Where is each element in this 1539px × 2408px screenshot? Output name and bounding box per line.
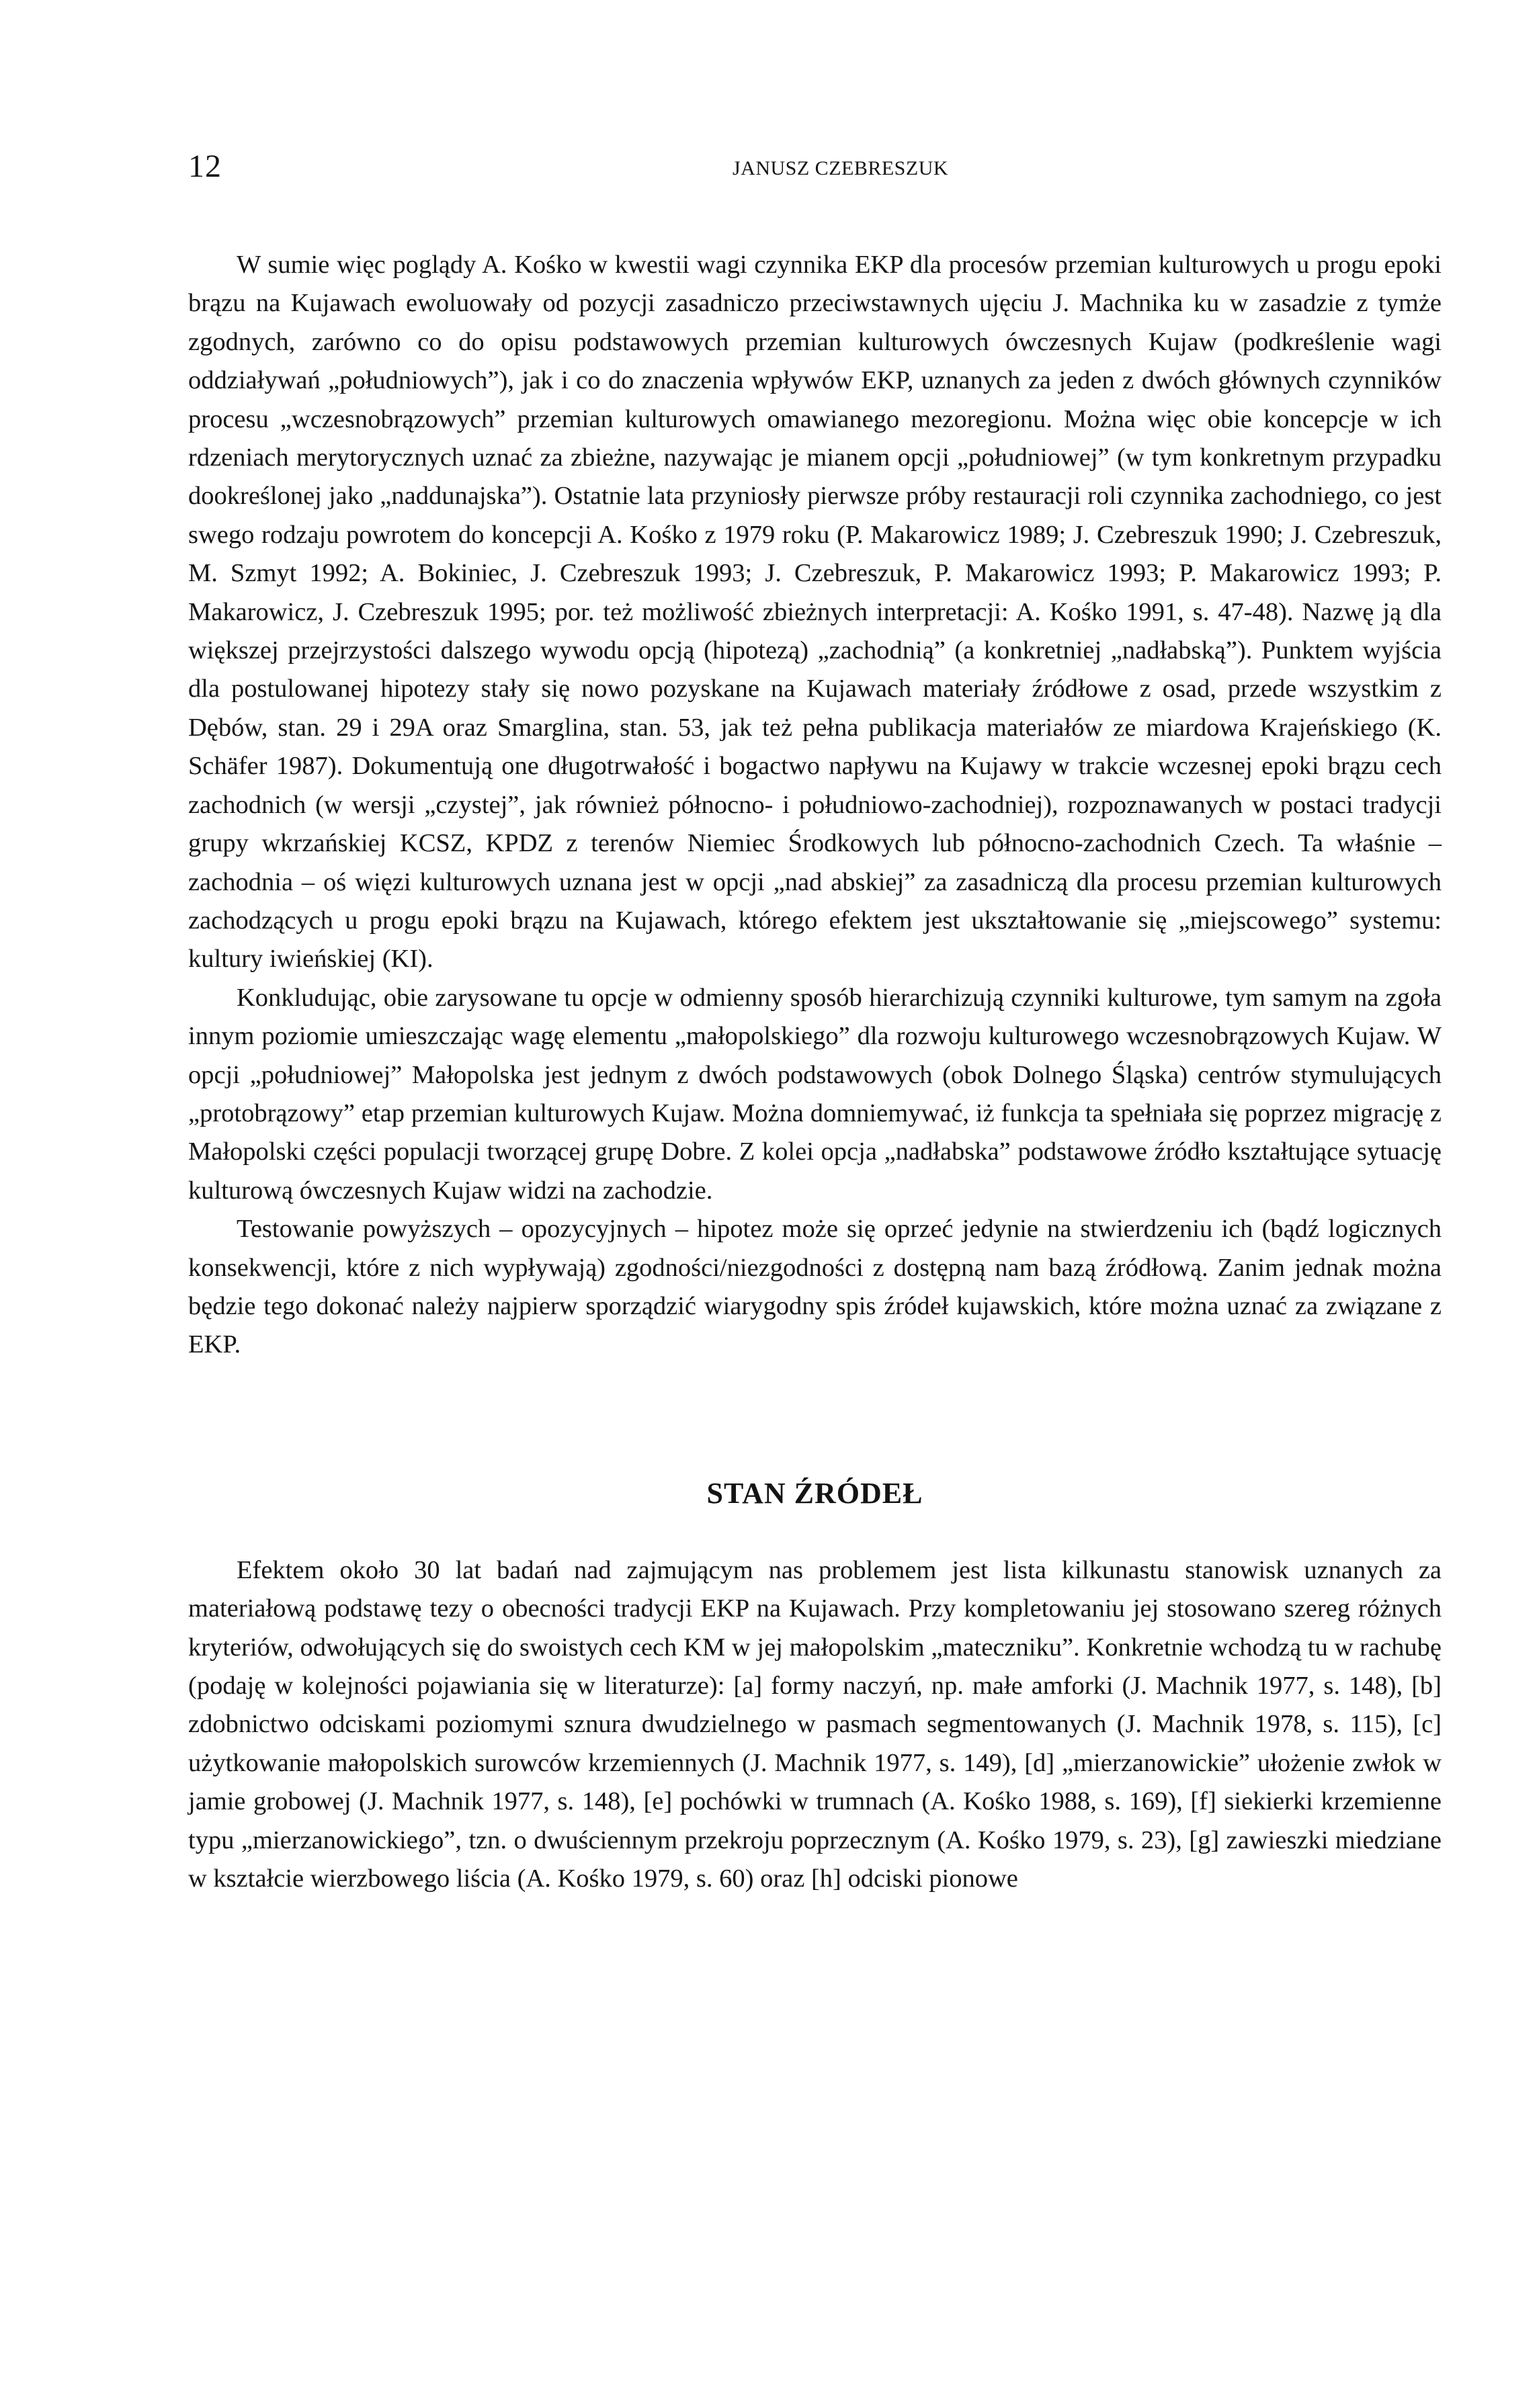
section-heading: STAN ŹRÓDEŁ (706, 1476, 923, 1510)
body-paragraph: W sumie więc poglądy A. Kośko w kwestii wagi czynnika EKP dla procesów przemian kulturowych u progu epoki brązu na Kujawach ewoluowały od pozycji zasadniczo przeciwstawnych ujęciu J. Machnika ku w zasadzie z tymże zgodnych, zarówno co do opisu podstawowych przemian kulturowych ówczesnych Kujaw (podkreślenie wagi oddziaływań „południowych”), jak i co do znaczenia wpływów EKP, uznanych za jeden z dwóch głównych czynników procesu „wczesnobrązowych” przemian kulturowych omawianego mezoregionu. Można więc obie koncepcje w ich rdzeniach merytorycznych uznać za zbieżne, nazywając je mianem opcji „południowej” (w tym konkretnym przypadku dookreślonej jako „naddunajska”). Ostatnie lata przyniosły pierwsze próby restauracji roli czynnika zachodniego, co jest swego rodzaju powrotem do koncepcji A. Kośko z 1979 roku (P. Makarowicz 1989; J. Czebreszuk 1990; J. Czebreszuk, M. Szmyt 1992; A. Bokiniec, J. Czebreszuk 1993; J. Czebreszuk, P. Makarowicz 1993; P. Makarowicz 1993; P. Makarowicz, J. Czebreszuk 1995; por. też możliwość zbieżnych interpretacji: A. Kośko 1991, s. 47-48). Nazwę ją dla większej przejrzystości dalszego wywodu opcją (hipotezą) „zachodnią” (a konkretniej „nadłabską”). Punktem wyjścia dla postulowanej hipotezy stały się nowo pozyskane na Kujawach materiały źródłowe z osad, przede wszystkim z Dębów, stan. 29 i 29A oraz Smarglina, stan. 53, jak też pełna publikacja materiałów ze miardowa Krajeńskiego (K. Schäfer 1987). Dokumentują one długotrwałość i bogactwo napływu na Kujawy w trakcie wczesnej epoki brązu cech zachodnich (w wersji „czystej”, jak również północno- i południowo-zachodniej), rozpoznawanych w postaci tradycji grupy wkrzańskiej KCSZ, KPDZ z terenów Niemiec Środkowych lub północno-zachodnich Czech. Ta właśnie – zachodnia – oś więzi kulturowych uznana jest w opcji „nad abskiej” za zasadniczą dla procesu przemian kulturowych zachodzących u progu epoki brązu na Kujawach, którego efektem jest ukształtowanie się „miejscowego” systemu: kultury iwieńskiej (KI). (188, 251, 1442, 974)
running-head (188, 148, 1442, 202)
section-paragraph: Efektem około 30 lat badań nad zajmującym nas problemem jest lista kilkunastu stanowisk uznanych za materiałową podstawę tezy o obecności tradycji EKP na Kujawach. Przy kompletowaniu jej stosowano szereg różnych kryteriów, odwołujących się do swoistych cech KM w jej małopolskim „mateczniku”. Konkretnie wchodzą tu w rachubę (podaję w kolejności pojawiania się w literaturze): [a] formy naczyń, np. małe amforki (J. Machnik 1977, s. 148), [b] zdobnictwo odciskami poziomymi sznura dwudzielnego w pasmach segmentowanych (J. Machnik 1978, s. 115), [c] użytkowanie małopolskich surowców krzemiennych (J. Machnik 1977, s. 149), [d] „mierzanowickie” ułożenie zwłok w jamie grobowej (J. Machnik 1977, s. 148), [e] pochówki w trumnach (A. Kośko 1988, s. 169), [f] siekierki krzemienne typu „mierzanowickiego”, tzn. o dwuściennym przekroju poprzecznym (A. Kośko 1979, s. 23), [g] zawieszki miedziane w kształcie wierzbowego liścia (A. Kośko 1979, s. 60) oraz [h] odciski pionowe (188, 1555, 1442, 1893)
document-page (188, 148, 1442, 2365)
running-title: JANUSZ CZEBRESZUK (733, 157, 949, 179)
body-paragraph: Konkludując, obie zarysowane tu opcje w odmienny sposób hierarchizują czynniki kulturowe, tym samym na zgoła innym poziomie umieszczając wagę elementu „małopolskiego” dla rozwoju kulturowego wczesnobrązowych Kujaw. W opcji „południowej” Małopolska jest jednym z dwóch podstawowych (obok Dolnego Śląska) centrów stymulujących „protobrązowy” etap przemian kulturowych Kujaw. Można domniemywać, iż funkcja ta spełniała się poprzez migrację z Małopolski części populacji tworzącej grupę Dobre. Z kolei opcja „nadłabska” podstawowe źródło kształtujące sytuację kulturową ówczesnych Kujaw widzi na zachodzie. (188, 983, 1442, 1205)
body-paragraph: Testowanie powyższych – opozycyjnych – hipotez może się oprzeć jedynie na stwierdzeniu ich (bądź logicznych konsekwencji, które z nich wypływają) zgodności/niezgodności z dostępną nam bazą źródłową. Zanim jednak można będzie tego dokonać należy najpierw sporządzić wiarygodny spis źródeł kujawskich, które można uznać za związane z EKP. (188, 1215, 1442, 1359)
page-number: 12 (188, 148, 222, 184)
